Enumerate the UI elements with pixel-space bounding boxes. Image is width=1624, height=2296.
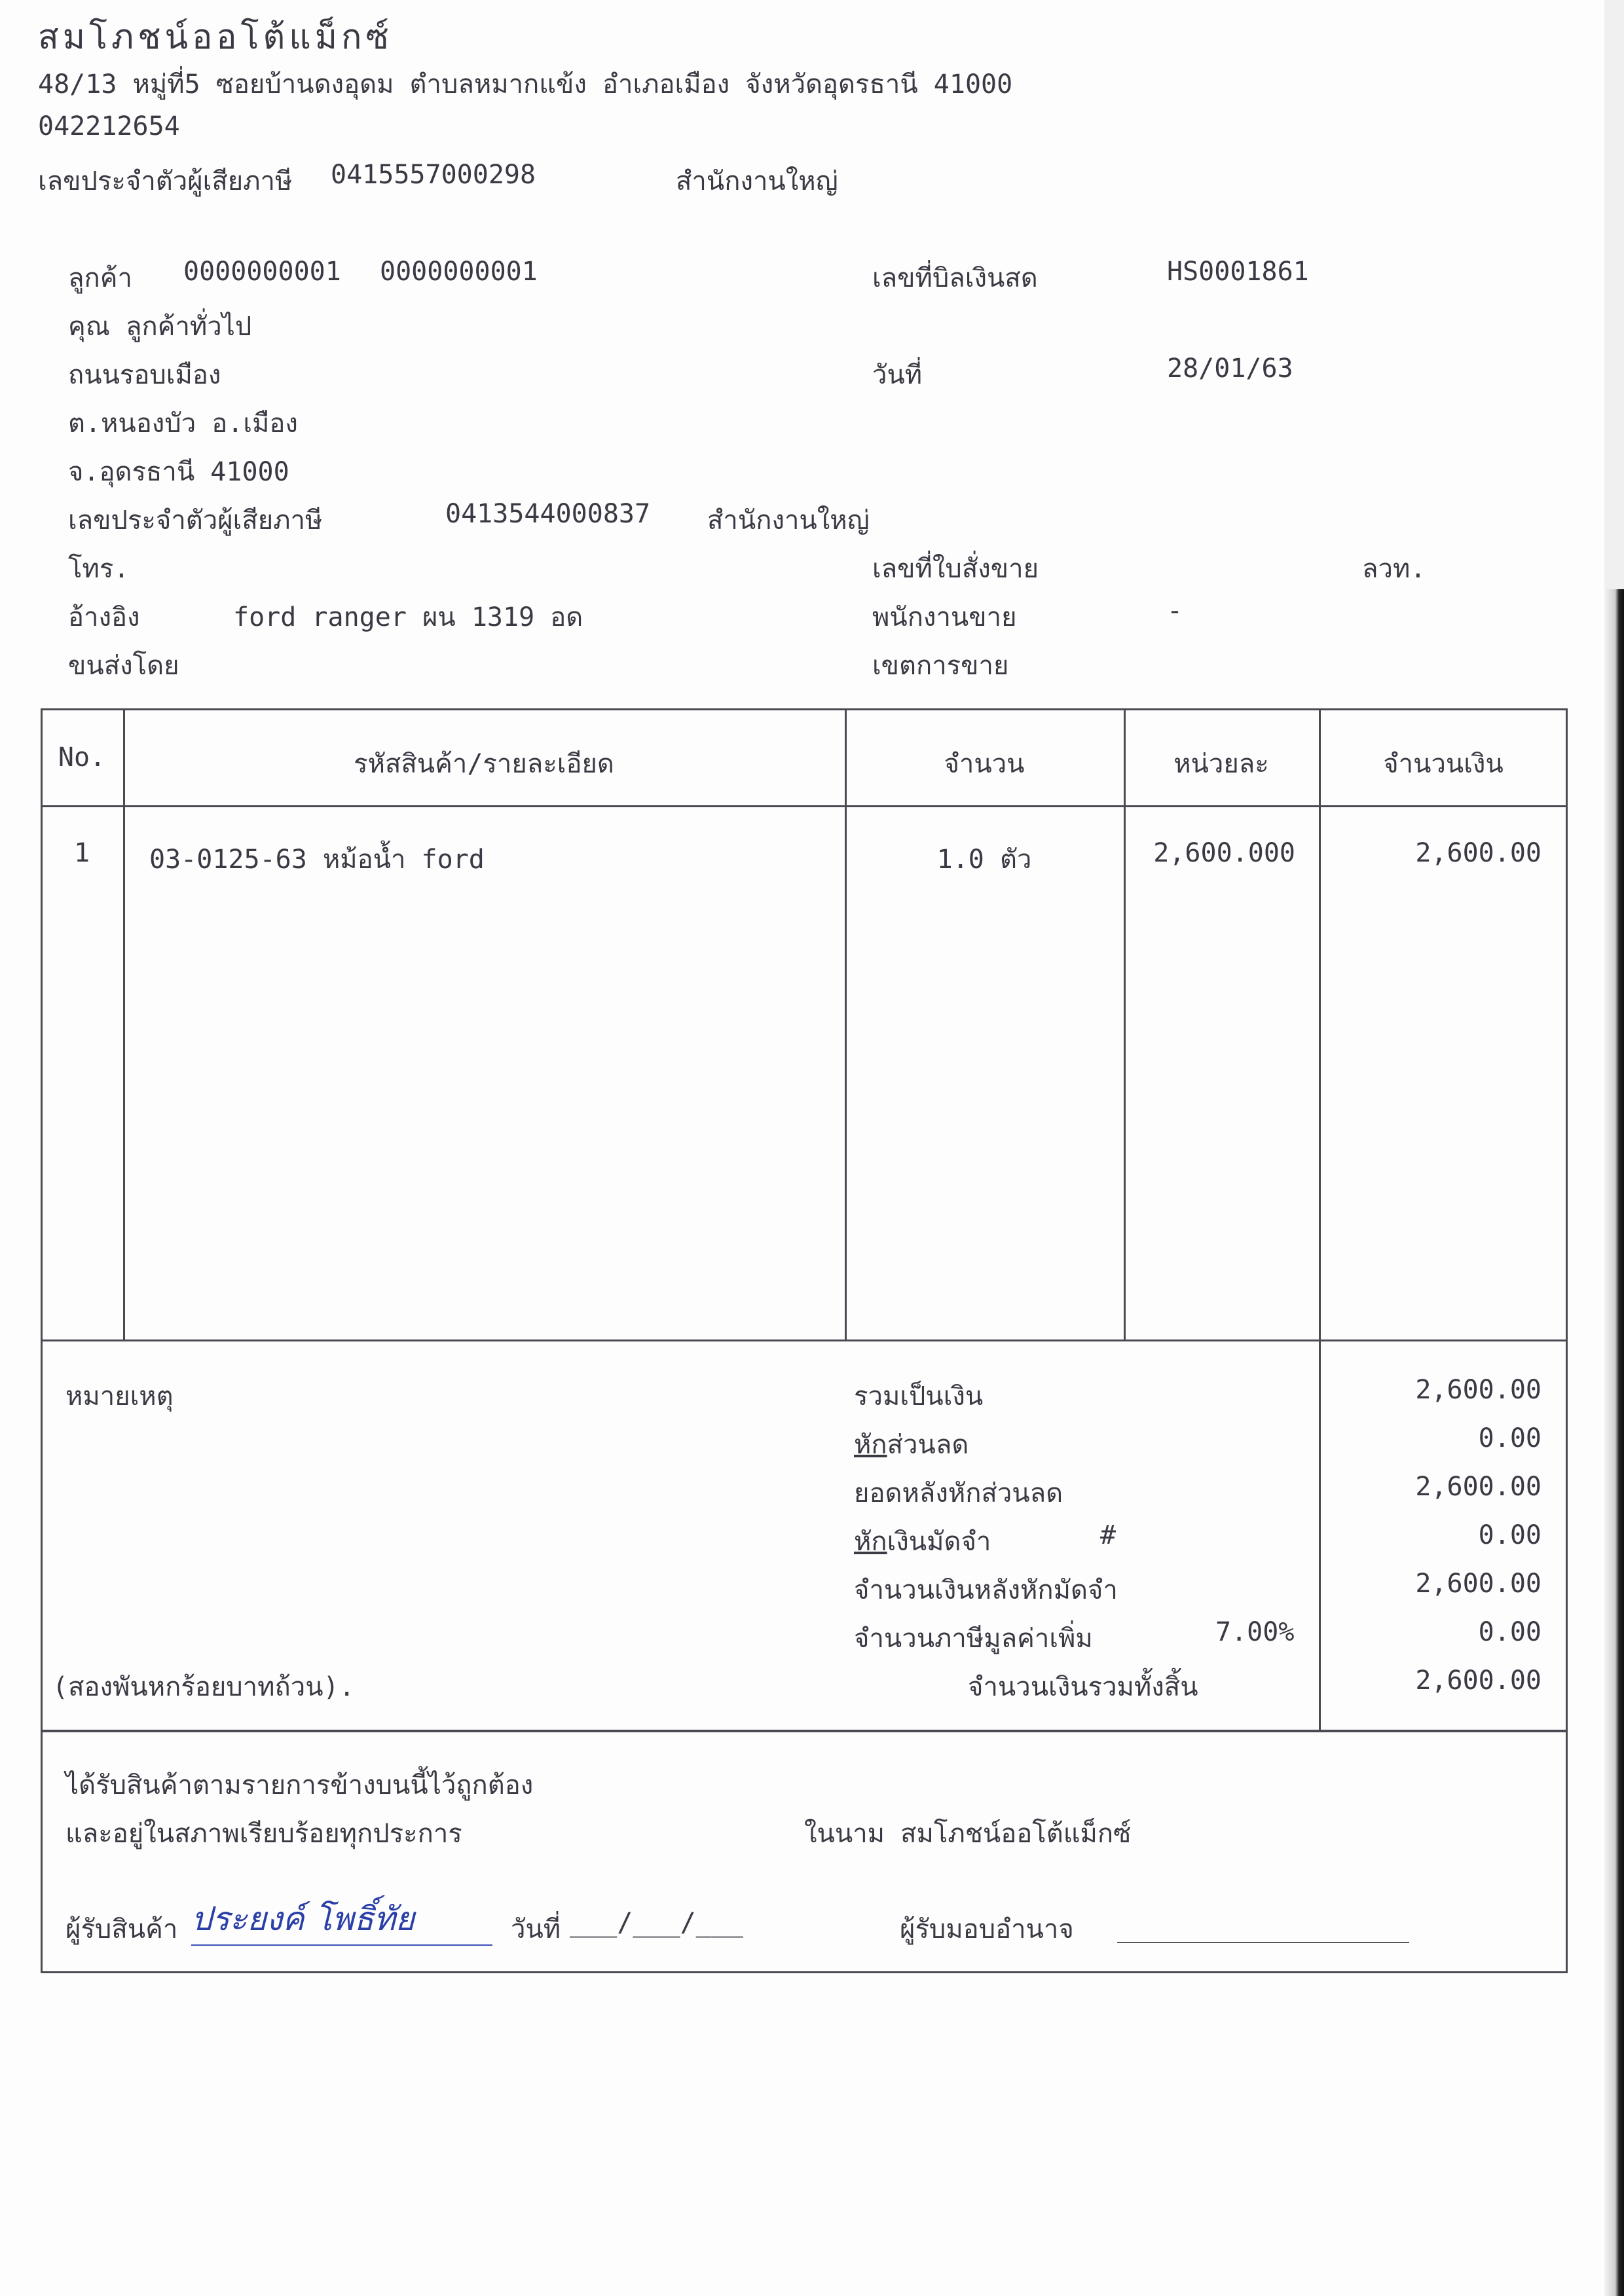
order-no-suffix: ลวท. [1362,554,1426,584]
invoice-date-label: วันที่ [872,360,923,390]
after-deposit-value: 2,600.00 [1415,1569,1541,1599]
received-line-2: และอยู่ในสภาพเรียบร้อยทุกประการ [65,1819,462,1849]
col-divider-qty [1124,708,1126,1341]
deposit-label-text: เงินมัดจำ [887,1527,991,1557]
received-line-1: ได้รับสินค้าตามรายการข้างบนนี้ไว้ถูกต้อง [65,1770,534,1800]
authorized-label: ผู้รับมอบอำนาจ [900,1914,1074,1944]
after-discount-label: ยอดหลังหักส่วนลด [854,1478,1063,1508]
company-address: 48/13 หมู่ที่5 ซอยบ้านดงอุดม ตำบลหมากแข้ง อำเภอเมือง จังหวัดอุดรธานี 41000 [38,69,1013,100]
authorized-signature-line [1117,1942,1409,1943]
customer-tax-id: 0413544000837 [445,499,651,529]
salesperson-value: - [1167,596,1183,626]
header-amount: จำนวนเงิน [1383,749,1504,779]
header-no: No. [58,742,106,773]
receive-date-blank: ___/___/___ [570,1908,743,1938]
customer-address-2: ต.หนองบัว อ.เมือง [68,409,298,439]
customer-code-2: 0000000001 [380,257,538,287]
receiver-signature: ประยงค์ โพธิ์ทัย [191,1900,415,1938]
customer-tax-id-label: เลขประจำตัวผู้เสียภาษี [68,505,323,536]
remark-label: หมายเหตุ [65,1381,174,1412]
sales-area-label: เขตการขาย [872,651,1009,681]
discount-label-text: ส่วนลด [887,1430,969,1460]
table-header-divider [41,805,1568,807]
discount-prefix: หัก [854,1430,887,1460]
row-quantity: 1.0 ตัว [936,845,1032,875]
company-tax-id-label: เลขประจำตัวผู้เสียภาษี [38,166,293,196]
subtotal-label: รวมเป็นเงิน [854,1381,984,1412]
customer-address-3: จ.อุดรธานี 41000 [68,457,289,487]
shipping-label: ขนส่งโดย [68,651,179,681]
amount-in-words: (สองพันหกร้อยบาทถ้วน). [52,1672,355,1702]
company-tax-id: 0415557000298 [331,160,536,190]
after-discount-value: 2,600.00 [1415,1472,1541,1502]
deposit-mark: # [1100,1520,1116,1550]
col-divider-desc [845,708,847,1341]
vat-value: 0.00 [1478,1617,1541,1647]
discount-value: 0.00 [1478,1423,1541,1453]
vat-rate: 7.00% [1215,1617,1295,1647]
reference-label: อ้างอิง [68,602,140,632]
customer-code-1: 0000000001 [183,257,341,287]
discount-label [854,1423,969,1465]
customer-address-1: ถนนรอบเมือง [68,360,221,390]
grand-total-label: จำนวนเงินรวมทั้งสิ้น [968,1672,1198,1702]
after-deposit-label: จำนวนเงินหลังหักมัดจำ [854,1575,1118,1605]
salesperson-label: พนักงานขาย [872,602,1017,632]
header-unit-price: หน่วยละ [1173,749,1269,779]
receiver-signature-line [191,1944,492,1946]
table-body-divider [41,1339,1568,1341]
company-branch: สำนักงานใหญ่ [676,166,838,196]
row-amount: 2,600.00 [1415,838,1541,868]
customer-name: คุณ ลูกค้าทั่วไป [68,312,252,342]
bill-no-label: เลขที่บิลเงินสด [872,263,1038,293]
deposit-value: 0.00 [1478,1520,1541,1550]
row-no: 1 [73,838,90,868]
deposit-prefix: หัก [854,1527,887,1557]
row-description: 03-0125-63 หม้อน้ำ ford [149,845,485,875]
customer-phone-label: โทร. [68,554,130,584]
receive-date-label: วันที่ [511,1914,561,1944]
col-divider-no [123,708,125,1341]
customer-branch: สำนักงานใหญ่ [707,505,870,536]
subtotal-value: 2,600.00 [1415,1375,1541,1405]
deposit-label [854,1520,991,1562]
reference-value: ford ranger ผน 1319 อด [233,602,583,632]
order-no-label: เลขที่ใบสั่งขาย [872,554,1039,584]
invoice-date: 28/01/63 [1167,354,1293,384]
scan-edge-top [1604,0,1624,589]
vat-label: จำนวนภาษีมูลค่าเพิ่ม [854,1624,1093,1654]
company-name: สมโภชน์ออโต้แม็กซ์ [38,18,393,57]
company-phone: 042212654 [38,111,180,141]
header-quantity: จำนวน [944,749,1025,779]
grand-total-value: 2,600.00 [1415,1666,1541,1696]
receiver-label: ผู้รับสินค้า [65,1914,178,1944]
header-description: รหัสสินค้า/รายละเอียด [354,749,614,779]
row-unit-price: 2,600.000 [1153,838,1295,868]
bill-no: HS0001861 [1167,257,1309,287]
customer-label: ลูกค้า [68,263,132,293]
on-behalf-of: ในนาม สมโภชน์ออโต้แม็กซ์ [804,1819,1132,1849]
